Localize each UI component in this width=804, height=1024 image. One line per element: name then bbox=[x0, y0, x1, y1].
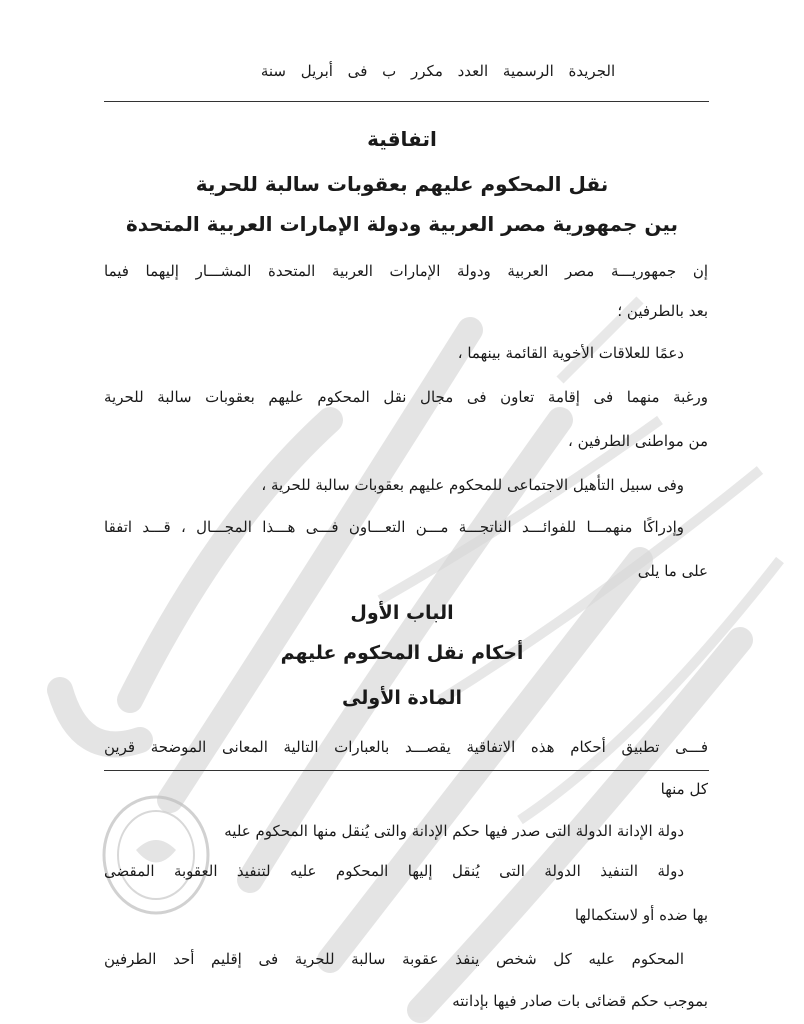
document-parties: بين جمهورية مصر العربية ودولة الإمارات العربية المتحدة bbox=[125, 212, 679, 236]
document-subject: نقل المحكوم عليهم بعقوبات سالبة للحرية bbox=[195, 172, 609, 196]
article-intro-line: كل منها bbox=[660, 780, 708, 798]
chapter-subtitle: أحكام نقل المحكوم عليهم bbox=[280, 642, 524, 664]
preamble-line: بعد بالطرفين ؛ bbox=[617, 302, 708, 320]
definition-line: دولة الإدانة الدولة التى صدر فيها حكم الإدانة والتى يُنقل منها المحكوم عليه bbox=[224, 822, 684, 840]
official-seal-graphic bbox=[96, 790, 216, 920]
article-title: المادة الأولى bbox=[342, 687, 462, 709]
preamble-line: ورغبة منهما فى إقامة تعاون فى مجال نقل المحكوم عليهم بعقوبات سالبة للحرية bbox=[104, 388, 708, 406]
preamble-line: على ما يلى bbox=[637, 562, 708, 580]
article-intro-underline bbox=[104, 770, 709, 771]
running-header: الجريدة الرسمية العدد مكرر ب فى أبريل سنة bbox=[260, 62, 616, 80]
preamble-line: إن جمهوريـــة مصر العربية ودولة الإمارات العربية المتحدة المشـــار إليهما فيما bbox=[104, 262, 708, 280]
preamble-line: دعمًا للعلاقات الأخوية القائمة بينهما ، bbox=[457, 344, 684, 362]
header-divider bbox=[104, 101, 709, 102]
definition-line: بموجب حكم قضائى بات صادر فيها بإدانته bbox=[452, 992, 708, 1010]
preamble-line: من مواطنى الطرفين ، bbox=[568, 432, 708, 450]
article-intro-line: فـــى تطبيق أحكام هذه الاتفاقية يقصـــد بالعبارات التالية المعانى الموضحة قرين bbox=[104, 738, 708, 756]
definition-line: بها ضده أو لاستكمالها bbox=[574, 906, 708, 924]
document-title: اتفاقية bbox=[367, 127, 437, 151]
definition-line: المحكوم عليه كل شخص ينفذ عقوبة سالبة للحرية فى إقليم أحد الطرفين bbox=[104, 950, 684, 968]
chapter-title: الباب الأول bbox=[350, 602, 454, 624]
preamble-line: وفى سبيل التأهيل الاجتماعى للمحكوم عليهم بعقوبات سالبة للحرية ، bbox=[261, 476, 684, 494]
definition-line: دولة التنفيذ الدولة التى يُنقل إليها المحكوم عليه لتنفيذ العقوبة المقضى bbox=[104, 862, 684, 880]
preamble-line: وإدراكًا منهمـــا للفوائـــد الناتجـــة مـــن التعـــاون فـــى هـــذا المجـــال ، قـــد اتفقا bbox=[104, 518, 684, 536]
